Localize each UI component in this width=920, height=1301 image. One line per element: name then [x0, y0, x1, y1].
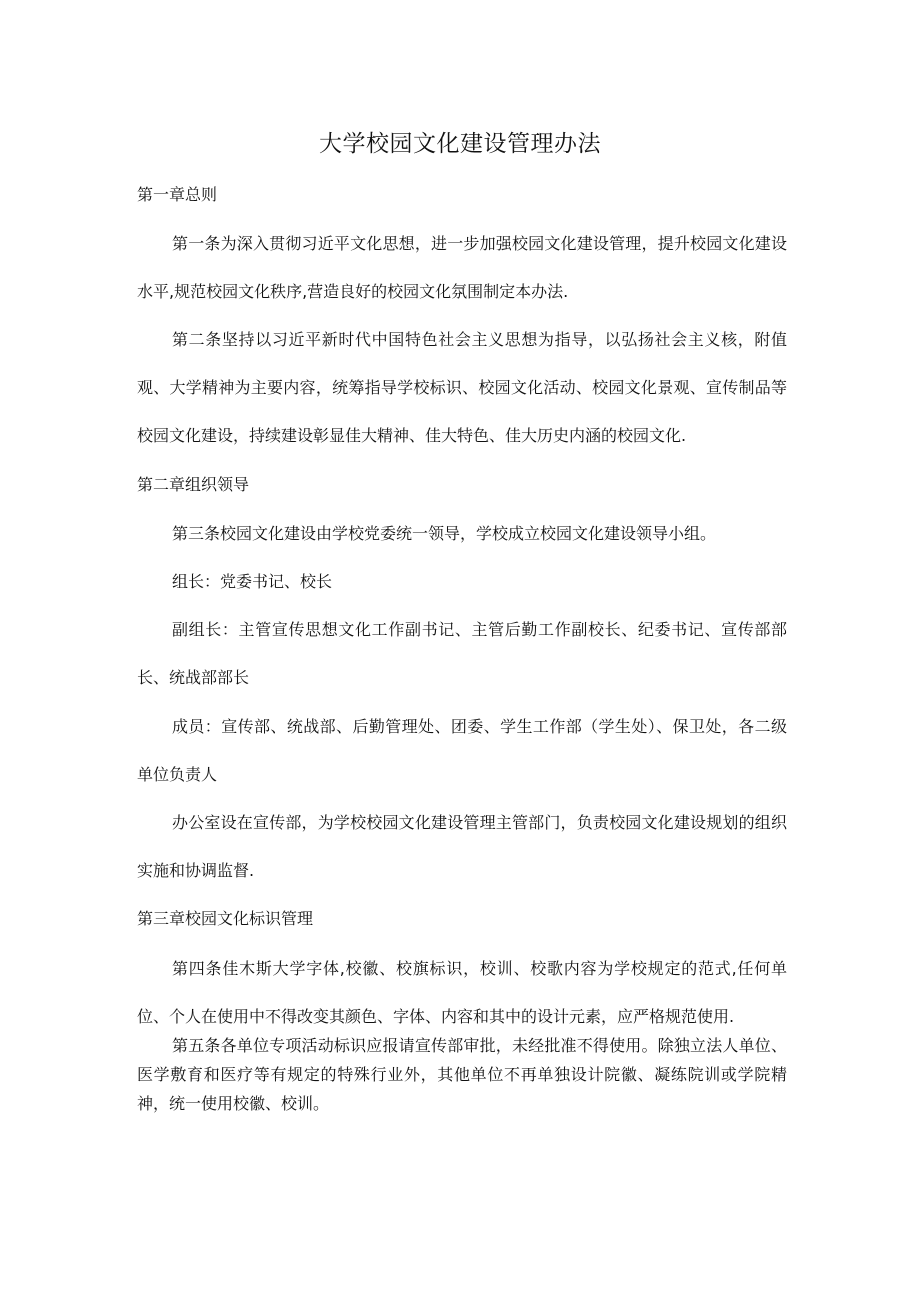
- deputy-leader-paragraph: 副组长：主管宣传思想文化工作副书记、主管后勤工作副校长、纪委书记、宣传部部长、统战部部长: [137, 620, 787, 687]
- article-4-paragraph: 第四条佳木斯大学字体,校徽、校旗标识，校训、校歌内容为学校规定的范式,任何单位、个人在使用中不得改变其颜色、字体、内容和其中的设计元素，应严格规范使用.: [137, 959, 787, 1026]
- chapter-1-heading: 第一章总则: [137, 185, 218, 204]
- article-2-paragraph: 第二条坚持以习近平新时代中国特色社会主义思想为指导，以弘扬社会主义核，附值观、大学精神为主要内容，统筹指导学校标识、校园文化活动、校园文化景观、宣传制品等校园文化建设，持续建设彰显佳大精神、佳大特色、佳大历史内涵的校园文化.: [137, 330, 787, 445]
- chapter-2-heading: 第二章组织领导: [137, 475, 250, 494]
- office-paragraph: 办公室设在宣传部，为学校校园文化建设管理主管部门，负责校园文化建设规划的组织实施和协调监督.: [137, 813, 787, 880]
- chapter-3-heading: 第三章校园文化标识管理: [137, 909, 314, 928]
- article-5-paragraph: 第五条各单位专项活动标识应报请宣传部审批，未经批准不得使用。除独立法人单位、医学敷育和医疗等有规定的特殊行业外，其他单位不再单独设计院徽、凝练院训或学院精神，统一使用校徽、校训。: [137, 1036, 787, 1113]
- group-leader-line: 组长：党委书记、校长: [172, 572, 333, 591]
- article-1-paragraph: 第一条为深入贯彻习近平文化思想，进一步加强校园文化建设管理，提升校园文化建设水平,规范校园文化秩序,营造良好的校园文化氛围制定本办法.: [137, 234, 787, 301]
- article-3-paragraph: 第三条校园文化建设由学校党委统一领导，学校成立校园文化建设领导小组。: [172, 524, 717, 543]
- document-title: 大学校园文化建设管理办法: [319, 131, 601, 157]
- members-paragraph: 成员：宣传部、统战部、后勤管理处、团委、学生工作部（学生处）、保卫处，各二级单位负责人: [137, 717, 787, 784]
